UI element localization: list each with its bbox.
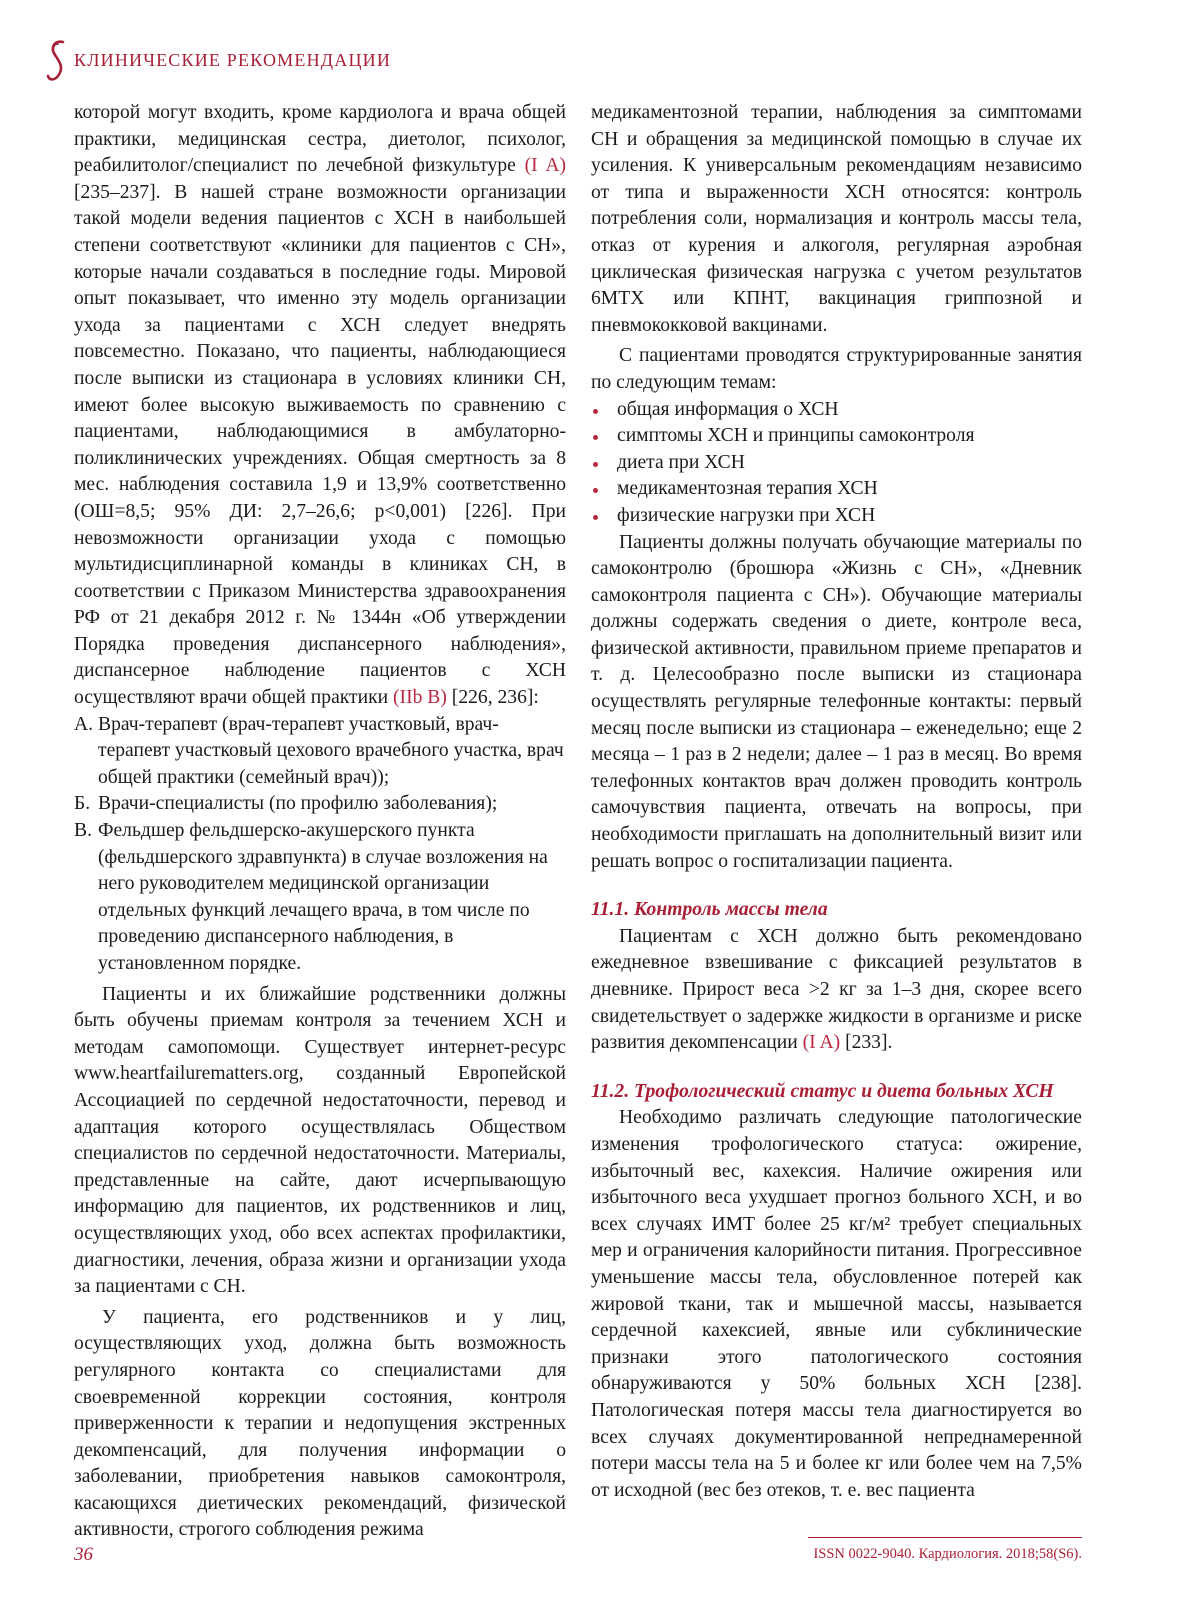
- bullet-item: [591, 423, 1082, 450]
- bullet-dot-icon: [593, 409, 598, 414]
- list-item-text: Врачи-специалисты (по профилю заболевания);: [98, 793, 498, 815]
- bullet-text: медикаментозная терапия ХСН: [617, 478, 878, 500]
- evidence-level: (I A): [802, 1032, 841, 1054]
- paragraph: У пациента, его родственников и у лиц, осуществляющих уход, должна быть возможность регулярного контакта со специалистами для своевременной коррекции состояния, контроля приверженности к терапии и недопущения экстренных декомпенсаций, для получения информации о заболевании, приобретения навыков самоконтроля, касающихся диетических рекомендаций, физической активности, строгого соблюдения режима: [74, 1306, 566, 1541]
- list-marker: Б.: [74, 793, 91, 815]
- bullet-dot-icon: [593, 462, 598, 467]
- evidence-level: (I A): [524, 155, 567, 177]
- bullet-text: общая информация о ХСН: [617, 398, 839, 420]
- bullet-text: физические нагрузки при ХСН: [617, 504, 876, 526]
- paragraph-text: которой могут входить, кроме кардиолога и врача общей практики, медицинская сестра, диетолог, психолог, реабилитолог/специалист по лечебной физкультуре: [74, 102, 566, 177]
- reference: [233].: [845, 1032, 893, 1054]
- paragraph: Пациенты и их ближайшие родственники должны быть обучены приемам контроля за течением ХСН и методам самопомощи. Существует интернет-ресурс www.heartfailurematters.org, созданный Европейской Ассоциацией по сердечной недостаточности, перевод и адаптация которого осуществлялась Обществом специалистов по сердечной недостаточности. Материалы, представленные на сайте, дают исчерпывающую информацию для пациентов, их родственников и лиц, осуществляющих уход, обо всех аспектах профилактики, диагностики, лечения, образа жизни и организации ухода за пациентами с СН.: [74, 983, 566, 1298]
- section-heading: 11.1. Контроль массы тела: [591, 899, 828, 921]
- journal-citation: ISSN 0022-9040. Кардиология. 2018;58(S6).: [813, 1546, 1082, 1562]
- evidence-level: (IIb B): [393, 687, 447, 709]
- bullet-item: [591, 397, 1082, 424]
- paragraph-text: Пациентам с ХСН должно быть рекомендовано ежедневное взвешивание с фиксацией результатов в дневнике. Прирост веса >2 кг за 1–3 дня, скорее всего свидетельствует о задержке жидкости в организме и риске развития декомпенсации: [591, 925, 1082, 1054]
- list-item: [74, 818, 566, 978]
- paragraph-text: [235–237]. В нашей стране возможности организации такой модели ведения пациентов с ХСН в наибольшей степени соответствуют «клиники для пациентов с СН», которые начали создаваться в последние годы. Мировой опыт показывает, что именно эту модель организации ухода за пациентами с ХСН следует внедрять повсеместно. Показано, что пациенты, наблюдающиеся после выписки из стационара в условиях клиники СН, имеют более высокую выживаемость по сравнению с пациентами, наблюдающимися в амбулаторно-поликлинических учреждениях. Общая смертность за 8 мес. наблюдения составила 1,9 и 13,9% соответственно (ОШ=8,5; 95% ДИ: 2,7–26,6; p<0,001) [226]. При невозможности организации ухода с помощью мультидисциплинарной команды в клиниках СН, в соответствии с Приказом Министерства здравоохранения РФ от 21 декабря 2012 г. № 1344н «Об утверждении Порядка проведения диспансерного наблюдения», диспансерное наблюдение пациентов с ХСН осуществляют врачи общей практики: [74, 181, 566, 709]
- list-item: [74, 712, 566, 792]
- bullet-item: [591, 476, 1082, 503]
- list-item-text: Врач-терапевт (врач-терапевт участковый, врач-терапевт участковый цехового врачебного участка, врач общей практики (семейный врач));: [98, 713, 564, 788]
- journal-logo-icon: [44, 38, 70, 86]
- footer-divider: [808, 1537, 1082, 1538]
- list-item-text: Фельдшер фельдшерско-акушерского пункта (фельдшерского здравпункта) в случае возложения на него руководителем медицинской организации отдельных функций лечащего врача, в том числе по проведению диспансерного наблюдения, в установленном порядке.: [98, 820, 548, 974]
- bullet-dot-icon: [593, 515, 598, 520]
- list-marker: В.: [74, 820, 92, 842]
- reference: [226, 236]:: [451, 687, 539, 709]
- bullet-item: [591, 503, 1082, 530]
- paragraph: Необходимо различать следующие патологические изменения трофологического статуса: ожирение, избыточный вес, кахексия. Наличие ожирения или избыточного веса ухудшает прогноз больного ХСН, и во всех случаях ИМТ более 25 кг/м² требует специальных мер и ограничения калорийности питания. Прогрессивное уменьшение массы тела, обусловленное потерей как жировой ткани, так и мышечной массы, называется сердечной кахексией, явные или субклинические признаки этого патологического состояния обнаруживаются у 50% больных ХСН [238]. Патологическая потеря массы тела диагностируется во всех случаях документированной непреднамеренной потери массы тела на 5 и более кг или более чем на 7,5% от исходной (вес без отеков, т. е. вес пациента: [591, 1107, 1082, 1501]
- list-item: [74, 791, 566, 818]
- right-column: [591, 100, 1082, 1504]
- bullet-text: диета при ХСН: [617, 451, 745, 473]
- left-column: [74, 100, 566, 1544]
- list-marker: А.: [74, 713, 94, 735]
- bullet-dot-icon: [593, 488, 598, 493]
- page-number: 36: [74, 1544, 93, 1565]
- topics-list: [591, 397, 1082, 530]
- paragraph: медикаментозной терапии, наблюдения за симптомами СН и обращения за медицинской помощью в случае их усиления. К универсальным рекомендациям независимо от типа и выраженности ХСН относятся: контроль потребления соли, нормализация и контроль массы тела, отказ от курения и алкоголя, регулярная аэробная циклическая физическая нагрузка с учетом результатов 6МТХ или КПНТ, вакцинация гриппозной и пневмококковой вакцинами.: [591, 102, 1082, 336]
- specialist-list: [74, 712, 566, 978]
- bullet-text: симптомы ХСН и принципы самоконтроля: [617, 425, 975, 447]
- paragraph: [74, 100, 566, 712]
- bullet-item: [591, 450, 1082, 477]
- paragraph: С пациентами проводятся структурированные занятия по следующим темам:: [591, 345, 1082, 393]
- section-header-title: КЛИНИЧЕСКИЕ РЕКОМЕНДАЦИИ: [74, 50, 392, 70]
- section-heading: 11.2. Трофологический статус и диета больных ХСН: [591, 1080, 1054, 1102]
- paragraph: Пациенты должны получать обучающие материалы по самоконтролю (брошюра «Жизнь с СН», «Дневник самоконтроля пациента с СН»). Обучающие материалы должны содержать сведения о диете, контроле веса, физической активности, правильном приеме препаратов и т. д. Целесообразно после выписки из стационара осуществлять регулярные телефонные контакты: первый месяц после выписки из стационара – еженедельно; еще 2 месяца – 1 раз в 2 недели; далее – 1 раз в месяц. Во время телефонных контактов врач должен проводить контроль самочувствия пациента, отвечать на вопросы, при необходимости приглашать на дополнительный визит или решать вопрос о госпитализации пациента.: [591, 531, 1082, 872]
- bullet-dot-icon: [593, 435, 598, 440]
- paragraph: [591, 924, 1082, 1057]
